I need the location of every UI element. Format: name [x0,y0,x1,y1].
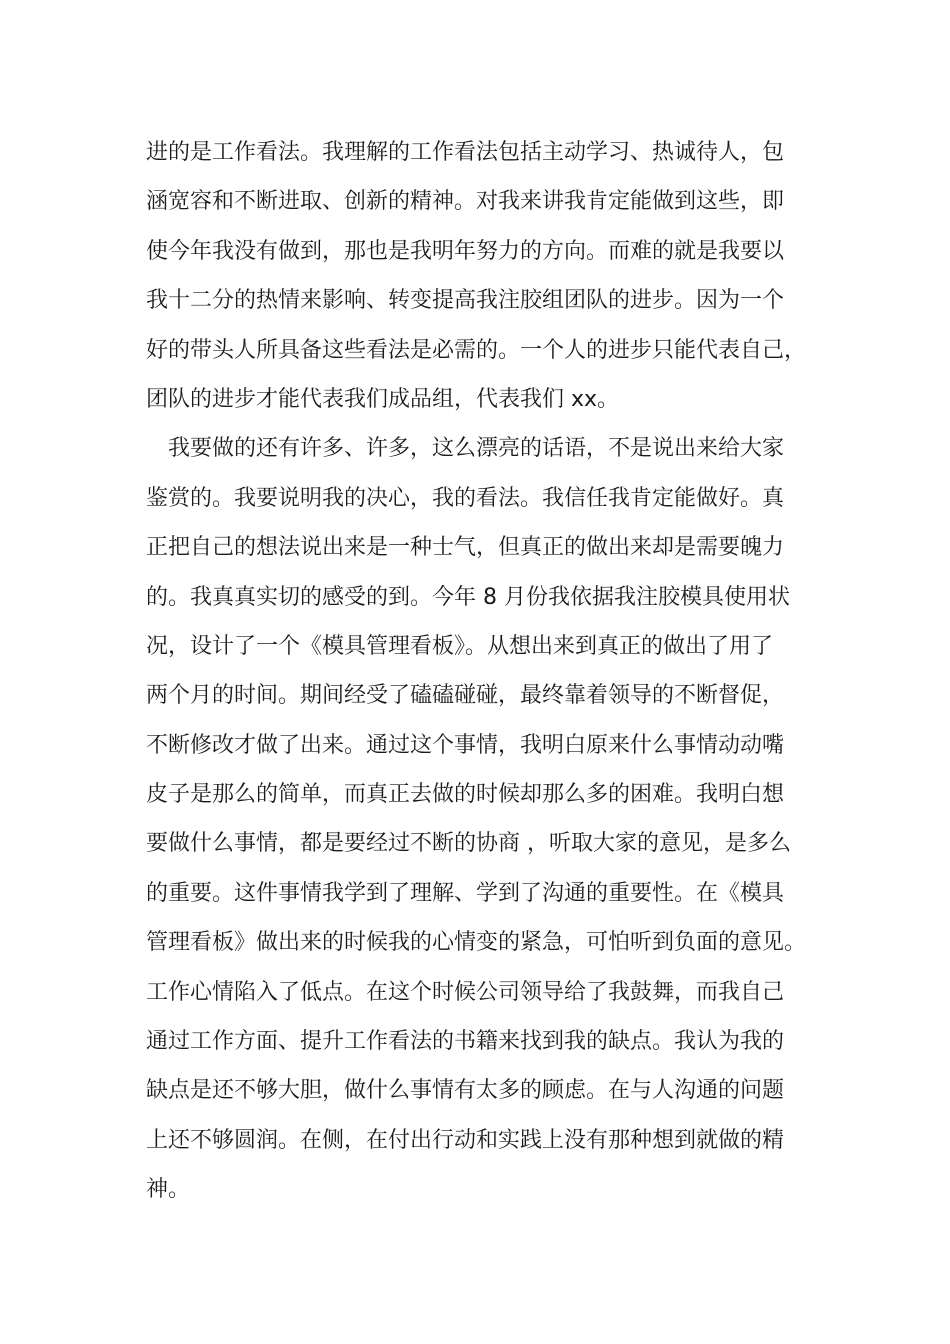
text-line: 使今年我没有做到，那也是我明年努力的方向。而难的就是我要以 [146,238,785,264]
text-line: 管理看板》做出来的时候我的心情变的紧急，可怕听到负面的意见。 [146,930,807,956]
text-line: 神。 [146,1177,191,1203]
text-line: 进的是工作看法。我理解的工作看法包括主动学习、热诚待人，包 [146,140,785,165]
text-line: 要做什么事情，都是要经过不断的协商 ，听取大家的意见，是多么 [146,831,791,857]
text-line: 不断修改才做了出来。通过这个事情，我明白原来什么事情动动嘴 [146,732,785,758]
text-line: 上还不够圆润。在侧，在付出行动和实践上没有那种想到就做的精 [146,1127,785,1153]
text-line: 好的带头人所具备这些看法是必需的。一个人的进步只能代表自己， [146,337,807,363]
text-line: 工作心情陷入了低点。在这个时候公司领导给了我鼓舞，而我自己 [146,979,785,1005]
text-line: 况，设计了一个《模具管理看板》。从想出来到真正的做出了用了 [146,633,774,659]
body-text [146,128,836,1215]
text-line: 通过工作方面、提升工作看法的书籍来找到我的缺点。我认为我的 [146,1029,785,1055]
text-line: 鉴赏的。我要说明我的决心，我的看法。我信任我肯定能做好。真 [146,485,785,511]
text-line: 我十二分的热情来影响、转变提高我注胶组团队的进步。因为一个 [146,288,785,314]
text-line: 涵宽容和不断进取、创新的精神。对我来讲我肯定能做到这些，即 [146,189,785,215]
text-line: 的重要。这件事情我学到了理解、学到了沟通的重要性。在《模具 [146,880,785,906]
text-line: 缺点是还不够大胆，做什么事情有太多的顾虑。在与人沟通的问题 [146,1078,785,1104]
text-line: 皮子是那么的简单，而真正去做的时候却那么多的困难。我明白想 [146,782,785,808]
text-line: 两个月的时间。期间经受了磕磕碰碰，最终靠着领导的不断督促， [146,683,785,709]
text-line: 我要做的还有许多、许多，这么漂亮的话语，不是说出来给大家 [168,436,785,462]
text-line: 的。我真真实切的感受的到。今年 8 月份我依据我注胶模具使用状 [146,584,790,610]
text-line: 正把自己的想法说出来是一种士气，但真正的做出来却是需要魄力 [146,535,785,561]
text-line: 团队的进步才能代表我们成品组，代表我们 xx。 [146,386,620,412]
